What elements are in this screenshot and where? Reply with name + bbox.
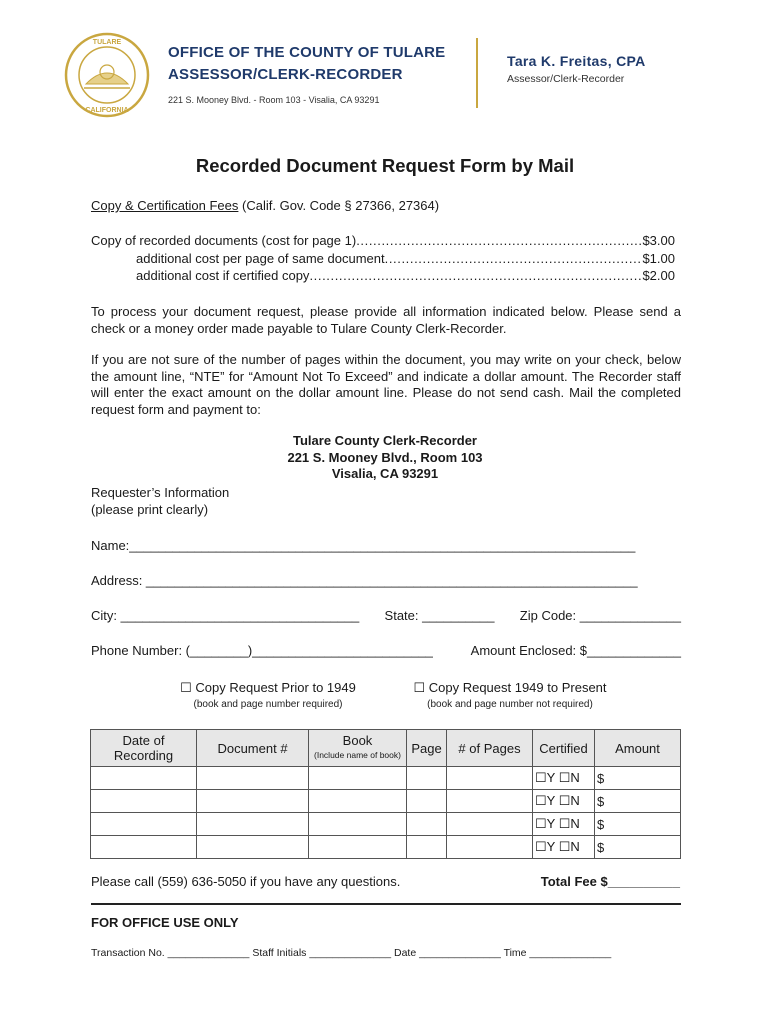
fee-amount: $1.00 <box>642 250 675 266</box>
table-row <box>91 790 681 813</box>
cell-pages[interactable] <box>447 836 533 859</box>
form-title: Recorded Document Request Form by Mail <box>195 155 575 176</box>
cell-date[interactable] <box>91 790 197 813</box>
office-line-1: OFFICE OF THE COUNTY OF TULARE <box>168 44 446 61</box>
cell-page[interactable] <box>407 790 447 813</box>
questions-note: Please call (559) 636-5050 if you have any questions. <box>91 874 401 889</box>
address-field[interactable]: Address: ____________________________________________________________________ <box>91 573 638 588</box>
cell-amount[interactable]: $ <box>595 790 681 813</box>
instructions-paragraph-2: If you are not sure of the number of pages within the document, you may write on your check, below the amount line, “NTE” for “Amount Not To Exceed” and indicate a dollar amount. The Recorder staff will enter the exact amount on the dollar amount line. Please do not send cash. Mail the completed request form and payment to: <box>91 352 681 417</box>
option-1949-present[interactable] <box>395 680 625 710</box>
table-row <box>91 836 681 859</box>
phone-amount-row <box>91 643 681 658</box>
col-amount: Amount <box>595 730 681 767</box>
mailing-line-3: Visalia, CA 93291 <box>331 466 439 481</box>
cell-date[interactable] <box>91 813 197 836</box>
svg-text:CALIFORNIA: CALIFORNIA <box>85 107 129 114</box>
cell-page[interactable] <box>407 767 447 790</box>
col-book-label: Book <box>342 733 373 748</box>
cell-certified[interactable]: ☐Y ☐N <box>533 813 595 836</box>
requester-note: (please print clearly) <box>91 501 209 517</box>
requester-title: Requester’s Information <box>91 485 230 500</box>
cell-book[interactable] <box>309 767 407 790</box>
county-seal <box>64 32 150 118</box>
cell-book[interactable] <box>309 790 407 813</box>
cell-amount[interactable]: $ <box>595 813 681 836</box>
table-row <box>91 813 681 836</box>
amount-enclosed-field[interactable]: Amount Enclosed: $_____________ <box>470 643 681 658</box>
cell-certified[interactable]: ☐Y ☐N <box>533 790 595 813</box>
fee-label: additional cost if certified copy <box>136 268 310 284</box>
cell-date[interactable] <box>91 836 197 859</box>
cell-document[interactable] <box>197 813 309 836</box>
cell-date[interactable] <box>91 767 197 790</box>
cell-pages[interactable] <box>447 790 533 813</box>
cell-book[interactable] <box>309 836 407 859</box>
prior-checkbox-label[interactable]: ☐ Copy Request Prior to 1949 <box>180 680 356 695</box>
office-use-fields: Transaction No. ______________ Staff Initials ______________ Date ______________ Time ______________ <box>91 947 612 959</box>
cell-amount[interactable]: $ <box>595 767 681 790</box>
instructions-paragraph-1: To process your document request, please provide all information indicated below. Please send a check or a money order made payable to Tulare County Clerk-Recorder. <box>91 304 681 336</box>
fee-amount: $3.00 <box>642 233 675 248</box>
col-date-of-recording: Date of Recording <box>91 730 197 767</box>
mailing-line-1: Tulare County Clerk-Recorder <box>293 433 477 448</box>
cell-document[interactable] <box>197 790 309 813</box>
cell-pages[interactable] <box>447 813 533 836</box>
option-prior-1949[interactable] <box>168 680 368 710</box>
header-divider <box>476 38 478 108</box>
fee-label: additional cost per page of same document <box>136 250 385 266</box>
office-use-heading: FOR OFFICE USE ONLY <box>91 915 239 930</box>
cell-book[interactable] <box>309 813 407 836</box>
name-field[interactable]: Name:______________________________________________________________________ <box>91 538 636 553</box>
mailing-address <box>0 433 770 483</box>
official-title: Assessor/Clerk-Recorder <box>507 73 625 85</box>
present-note: (book and page number not required) <box>427 699 593 710</box>
city-field[interactable]: City: _________________________________ <box>91 608 360 623</box>
svg-text:TULARE: TULARE <box>92 39 122 46</box>
cell-page[interactable] <box>407 813 447 836</box>
fee-label: Copy of recorded documents (cost for page 1) <box>91 233 357 248</box>
fees-heading-code: (Calif. Gov. Code § 27366, 27364) <box>238 198 440 213</box>
cell-certified[interactable]: ☐Y ☐N <box>533 836 595 859</box>
office-line-2: ASSESSOR/CLERK-RECORDER <box>168 66 403 83</box>
col-book <box>309 730 407 767</box>
col-certified: Certified <box>533 730 595 767</box>
cell-amount[interactable]: $ <box>595 836 681 859</box>
prior-note: (book and page number required) <box>193 699 343 710</box>
fee-row <box>91 232 675 250</box>
state-field[interactable]: State: __________ <box>384 608 495 623</box>
table-row <box>91 767 681 790</box>
requester-heading <box>91 485 229 518</box>
cell-page[interactable] <box>407 836 447 859</box>
col-book-note: (Include name of book) <box>314 750 401 760</box>
document-request-table <box>90 729 681 859</box>
city-state-zip-row <box>91 608 681 623</box>
fee-amount: $2.00 <box>642 268 675 284</box>
fee-row <box>91 250 675 268</box>
fees-heading <box>91 198 439 215</box>
cell-document[interactable] <box>197 767 309 790</box>
cell-document[interactable] <box>197 836 309 859</box>
mailing-line-2: 221 S. Mooney Blvd., Room 103 <box>287 449 483 465</box>
office-name <box>168 42 445 86</box>
present-checkbox-label[interactable]: ☐ Copy Request 1949 to Present <box>413 680 607 695</box>
zip-field[interactable]: Zip Code: ______________ <box>519 608 681 623</box>
cell-certified[interactable]: ☐Y ☐N <box>533 767 595 790</box>
official-name: Tara K. Freitas, CPA <box>507 53 646 69</box>
col-page: Page <box>407 730 447 767</box>
cell-pages[interactable] <box>447 767 533 790</box>
fee-row <box>91 267 675 285</box>
office-address: 221 S. Mooney Blvd. - Room 103 - Visalia, CA 93291 <box>168 95 380 105</box>
col-document-number: Document # <box>197 730 309 767</box>
col-number-of-pages: # of Pages <box>447 730 533 767</box>
office-use-divider <box>91 903 681 905</box>
table-header-row <box>91 730 681 767</box>
phone-field[interactable]: Phone Number: (________)_________________________ <box>91 643 433 658</box>
total-fee-field[interactable]: Total Fee $__________ <box>540 874 680 889</box>
fee-list <box>91 232 675 285</box>
fees-heading-link: Copy & Certification Fees <box>91 198 239 213</box>
